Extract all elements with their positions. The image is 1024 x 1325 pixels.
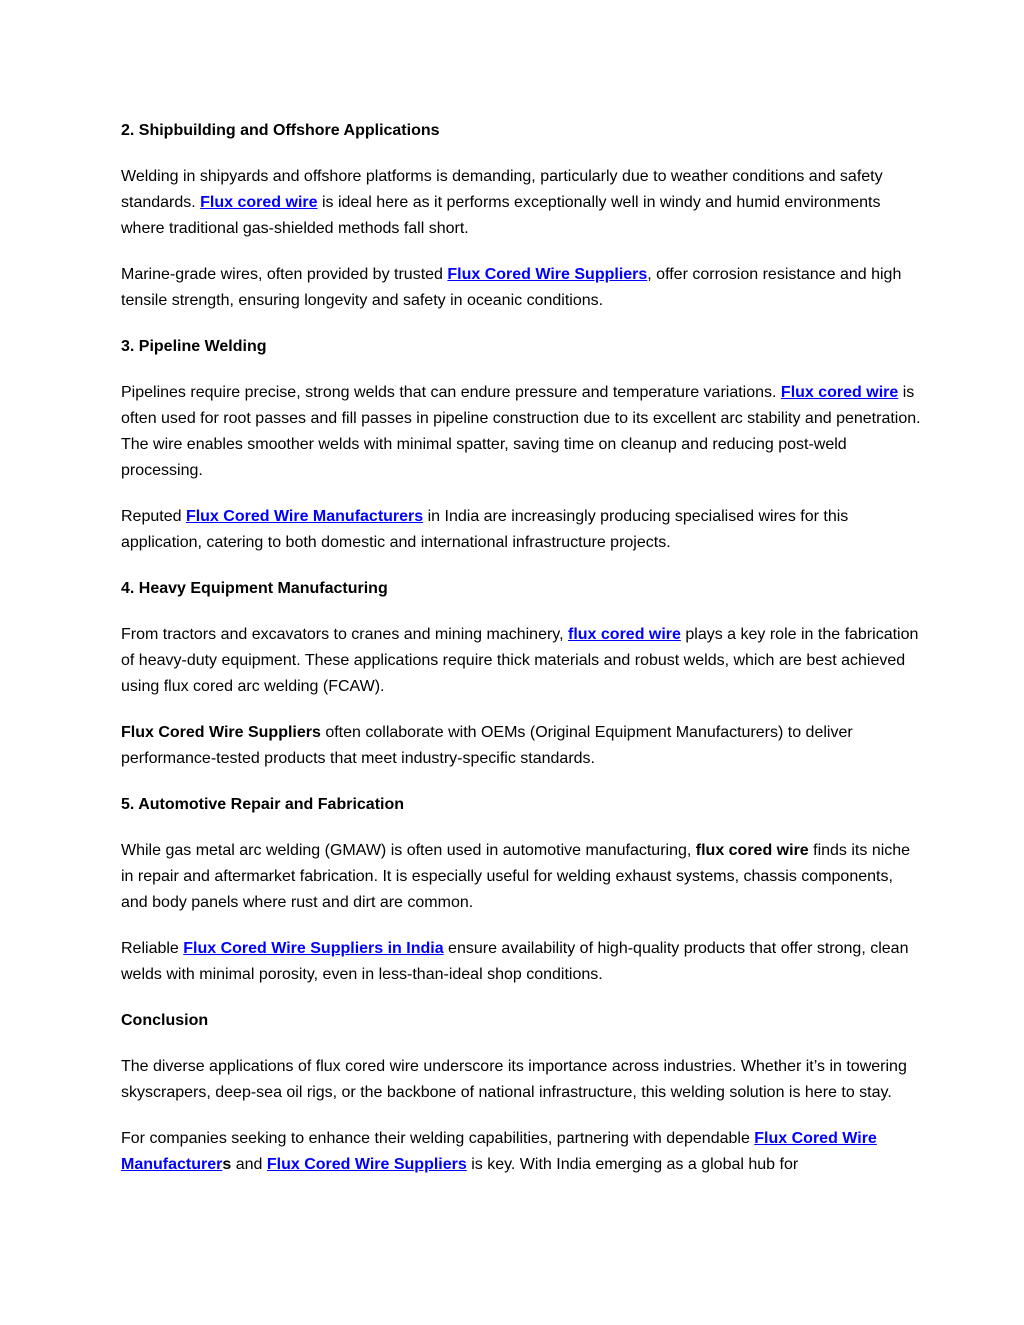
text: Reputed xyxy=(121,508,186,525)
text: is often used for root passes and fill passes in pipeline construction due to its excellent arc stability and penetration. The wire enables smoother welds with minimal spatter, saving time on cleanup and reducing post-weld processing. xyxy=(121,384,921,479)
text: and xyxy=(231,1156,267,1173)
text: Marine-grade wires, often provided by trusted xyxy=(121,266,448,283)
bold-text: flux cored wire xyxy=(695,842,809,859)
text: in India are increasingly producing specialised wires for this application, catering to both domestic and international infrastructure projects. xyxy=(121,508,849,551)
text: Pipelines require precise, strong welds that can endure pressure and temperature variations. xyxy=(121,384,781,401)
text: is key. With India emerging as a global hub for xyxy=(466,1156,799,1173)
paragraph-shipbuilding-2 xyxy=(121,262,921,314)
paragraph-heavy-equipment-1 xyxy=(121,622,921,700)
text: For companies seeking to enhance their welding capabilities, partnering with dependable xyxy=(121,1130,755,1147)
link-flux-cored-wire-manufacturers[interactable]: Flux Cored Wire Manufacturers xyxy=(185,508,424,525)
section-heading-automotive: 5. Automotive Repair and Fabrication xyxy=(121,796,405,813)
section-heading-shipbuilding: 2. Shipbuilding and Offshore Applications xyxy=(121,122,440,139)
paragraph-automotive-2 xyxy=(121,936,921,988)
text: finds its niche in repair and aftermarket fabrication. It is especially useful for welding exhaust systems, chassis components, and body panels where rust and dirt are common. xyxy=(121,842,911,911)
link-flux-cored-wire-suppliers[interactable]: Flux Cored Wire Suppliers xyxy=(447,266,648,283)
link-flux-cored-wire-suppliers-india[interactable]: Flux Cored Wire Suppliers in India xyxy=(183,940,444,957)
text: plays a key role in the fabrication of heavy-duty equipment. These applications require thick materials and robust welds, which are best achieved using flux cored arc welding (FCAW). xyxy=(121,626,919,695)
link-flux-cored-wire[interactable]: flux cored wire xyxy=(568,626,681,643)
paragraph-conclusion-1: The diverse applications of flux cored wire underscore its importance across industries. Whether it’s in towering skyscrapers, deep-sea oil rigs, or the backbone of national infrastructure, this welding solution is here to stay. xyxy=(121,1058,907,1101)
text: often collaborate with OEMs (Original Equipment Manufacturers) to deliver performance-tested products that meet industry-specific standards. xyxy=(121,724,853,767)
section-heading-pipeline: 3. Pipeline Welding xyxy=(121,338,267,355)
paragraph-heavy-equipment-2 xyxy=(121,720,921,772)
text: While gas metal arc welding (GMAW) is often used in automotive manufacturing, xyxy=(121,842,696,859)
bold-text: Flux Cored Wire Suppliers xyxy=(121,724,321,741)
text: Reliable xyxy=(121,940,184,957)
paragraph-pipeline-1 xyxy=(121,380,921,484)
section-heading-heavy-equipment: 4. Heavy Equipment Manufacturing xyxy=(121,580,388,597)
link-flux-cored-wire[interactable]: Flux cored wire xyxy=(200,194,318,211)
text: ensure availability of high-quality products that offer strong, clean welds with minimal porosity, even in less-than-ideal shop conditions. xyxy=(121,940,909,983)
section-heading-conclusion: Conclusion xyxy=(121,1012,209,1029)
paragraph-conclusion-2 xyxy=(121,1126,921,1178)
paragraph-pipeline-2 xyxy=(121,504,921,556)
paragraph-automotive-1 xyxy=(121,838,921,916)
text: Welding in shipyards and offshore platforms is demanding, particularly due to weather conditions and safety standards. xyxy=(121,168,883,211)
link-flux-cored-wire-manufacturers[interactable]: Flux Cored Wire Manufacturer xyxy=(121,1130,877,1173)
document-page xyxy=(121,118,921,1198)
bold-text: s xyxy=(222,1156,232,1173)
paragraph-shipbuilding-1 xyxy=(121,164,921,242)
link-flux-cored-wire-suppliers[interactable]: Flux Cored Wire Suppliers xyxy=(266,1156,467,1173)
text: is ideal here as it performs exceptionally well in windy and humid environments where traditional gas-shielded methods fall short. xyxy=(121,194,881,237)
text: From tractors and excavators to cranes and mining machinery, xyxy=(121,626,568,643)
text: , offer corrosion resistance and high tensile strength, ensuring longevity and safety in oceanic conditions. xyxy=(121,266,902,309)
link-flux-cored-wire[interactable]: Flux cored wire xyxy=(780,384,899,401)
